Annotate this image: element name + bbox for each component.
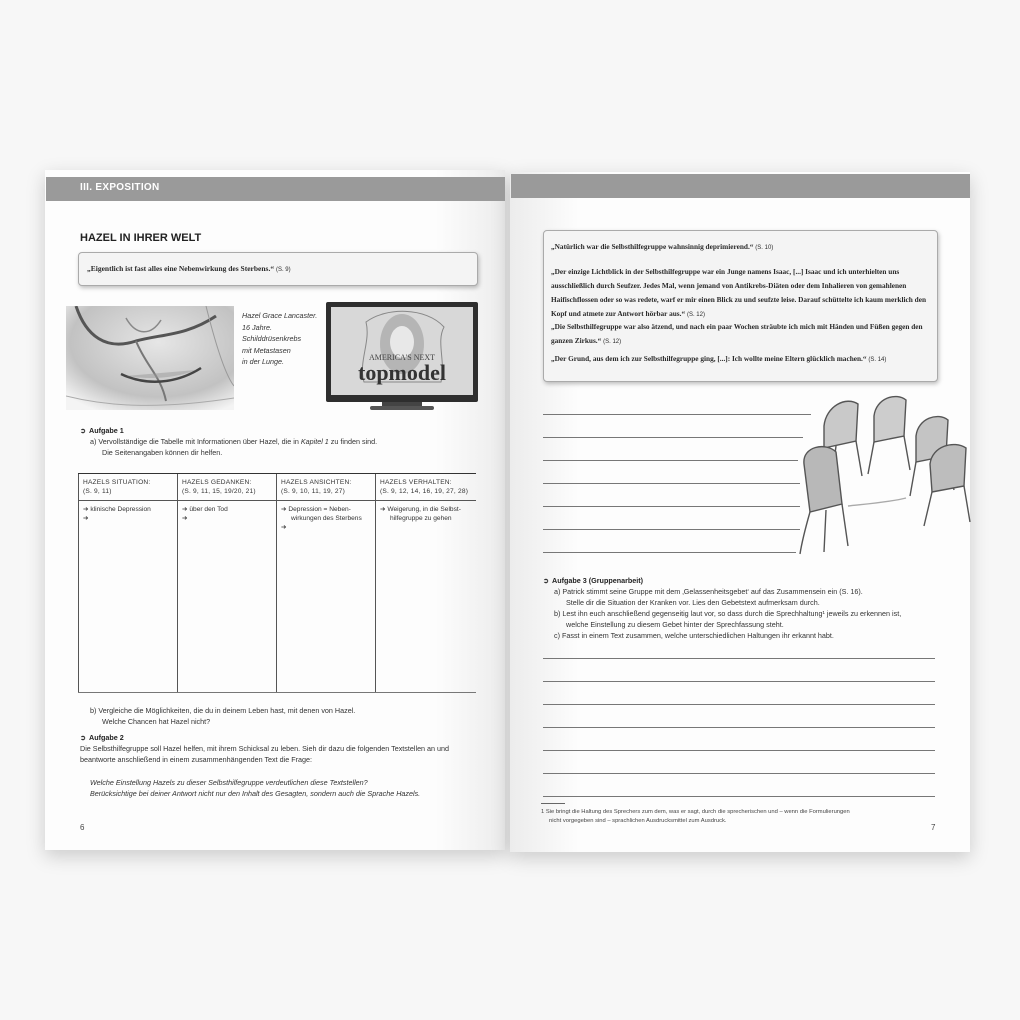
- task3-c: c) Fasst in einem Text zusammen, welche unterschiedlichen Haltungen ihr erkannt habt.: [554, 631, 834, 640]
- footnote: 1 Sie bringt die Haltung des Sprechers zum dem, was er sagt, durch die sprecherischen und – wenn die Formulierungen nicht vorgegeben sind – sprachlichen Ausdrucksmittel zum Ausdruck.: [541, 809, 850, 824]
- task3-a: a) Patrick stimmt seine Gruppe mit dem ‚Gelassenheitsgebet‘ auf das Zusammensein ein (S. 16).: [554, 587, 863, 596]
- quote-4: „Der Grund, aus dem ich zur Selbsthilfegruppe ging, [...]: Ich wollte meine Eltern glücklich machen.“ (S. 14): [551, 354, 887, 363]
- image-caption: Hazel Grace Lancaster. 16 Jahre. Schilddrüsenkrebs mit Metastasen in der Lunge.: [242, 311, 318, 366]
- quote-1: „Natürlich war die Selbsthilfegruppe wahnsinnig deprimierend.“ (S. 10): [551, 242, 774, 251]
- svg-text:topmodel: topmodel: [358, 360, 446, 385]
- quote-2: „Der einzige Lichtblick in der Selbsthilfegruppe war ein Junge namens Isaac, [...] Isaac und ich unterhielten uns ausschließlich durch Seufzer. Jedes Mal, wenn jemand von Antikrebs-Diäten oder dem Inhalieren von gemahlenen Haifischflossen oder so was redete, warf er mir einen Blick zu und seufzte leise. Darauf schüttelte ich kaum merklich den Kopf und atmete zur Antwort hörbar aus.“ (S. 12): [551, 267, 927, 318]
- quote-box: [78, 252, 478, 286]
- section-header-band-right: [511, 174, 970, 198]
- arrow-right-icon: ➔: [281, 506, 287, 513]
- table-column-situation: HAZELS SITUATION: (S. 9, 11) ➔ klinische Depression ➔: [78, 474, 178, 692]
- task2-p2: beantworte anschließend in einem zusammenhängenden Text die Frage:: [80, 755, 313, 764]
- task1-a: a) Vervollständige die Tabelle mit Informationen über Hazel, die in Kapitel 1 zu finden sind.: [90, 437, 378, 446]
- arrow-right-icon: ➔: [281, 524, 287, 531]
- arrow-right-icon: ➔: [380, 506, 386, 513]
- task1-b-line2: Welche Chancen hat Hazel nicht?: [102, 717, 211, 726]
- arrow-right-icon: ➔: [83, 515, 89, 522]
- arrow-right-icon: ➔: [182, 506, 188, 513]
- task3-title: ➲ Aufgabe 3 (Gruppenarbeit): [543, 576, 644, 585]
- table-column-behaviour: HAZELS VERHALTEN: (S. 9, 12, 14, 16, 19, 27, 28) ➔ Weigerung, in die Selbst- hilfegruppe zu gehen: [375, 474, 477, 692]
- arrow-right-hook-icon: ➲: [543, 576, 550, 585]
- info-table: [78, 473, 476, 693]
- hazel-face-illustration: [66, 306, 234, 410]
- task2-question2: Berücksichtige bei deiner Antwort nicht nur den Inhalt des Gesagten, sondern auch die Sprache Hazels.: [90, 789, 421, 798]
- task3-b-line2: welche Einstellung zu diesem Gebet hinter der Sprechfassung steht.: [566, 620, 784, 629]
- table-column-views: HAZELS ANSICHTEN: (S. 9, 10, 11, 19, 27) ➔ Depression = Neben- wirkungen des Sterbens ➔: [276, 474, 376, 692]
- chapter-heading: HAZEL IN IHRER WELT: [80, 232, 202, 244]
- task2-title: ➲ Aufgabe 2: [80, 733, 124, 742]
- task3-a-line2: Stelle dir die Situation der Kranken vor. Lies den Gebetstext aufmerksam durch.: [566, 598, 820, 607]
- task2-p1: Die Selbsthilfegruppe soll Hazel helfen, mit ihrem Schicksal zu leben. Sieh dir dazu die folgenden Textstellen an und: [80, 744, 450, 753]
- table-column-thoughts: HAZELS GEDANKEN: (S. 9, 11, 15, 19/20, 21) ➔ über den Tod ➔: [177, 474, 277, 692]
- task1-b: b) Vergleiche die Möglichkeiten, die du in deinem Leben hast, mit denen von Hazel.: [90, 706, 356, 715]
- quote-3: „Die Selbsthilfegruppe war also ätzend, und nach ein paar Wochen sträubte ich mich mit Händen und Füßen gegen den ganzen Zirkus.“ (S. 12): [551, 322, 923, 345]
- task3-b: b) Lest ihn euch anschließend gegenseitig laut vor, so dass durch die Sprechhaltung¹ jeweils zu erkennen ist,: [554, 609, 902, 618]
- page-number-left: 6: [80, 823, 85, 832]
- quote-text: „Eigentlich ist fast alles eine Nebenwirkung des Sterbens.“ (S. 9): [87, 264, 291, 273]
- quotes-box: [543, 230, 938, 382]
- section-title: III. EXPOSITION: [80, 182, 160, 193]
- arrow-right-hook-icon: ➲: [80, 426, 87, 435]
- page-number-right: 7: [931, 823, 936, 832]
- svg-text:AMERICA'S NEXT: AMERICA'S NEXT: [368, 353, 436, 362]
- tv-illustration: [326, 302, 478, 412]
- arrow-right-icon: ➔: [182, 515, 188, 522]
- arrow-right-icon: ➔: [83, 506, 89, 513]
- task1-title: ➲ Aufgabe 1: [80, 426, 124, 435]
- arrow-right-hook-icon: ➲: [80, 733, 87, 742]
- task2-question1: Welche Einstellung Hazels zu dieser Selbsthilfegruppe verdeutlichen diese Textstellen?: [90, 778, 368, 787]
- footnote-rule: [541, 803, 565, 804]
- chairs-illustration: [796, 386, 972, 556]
- task1-a-line2: Die Seitenangaben können dir helfen.: [102, 448, 223, 457]
